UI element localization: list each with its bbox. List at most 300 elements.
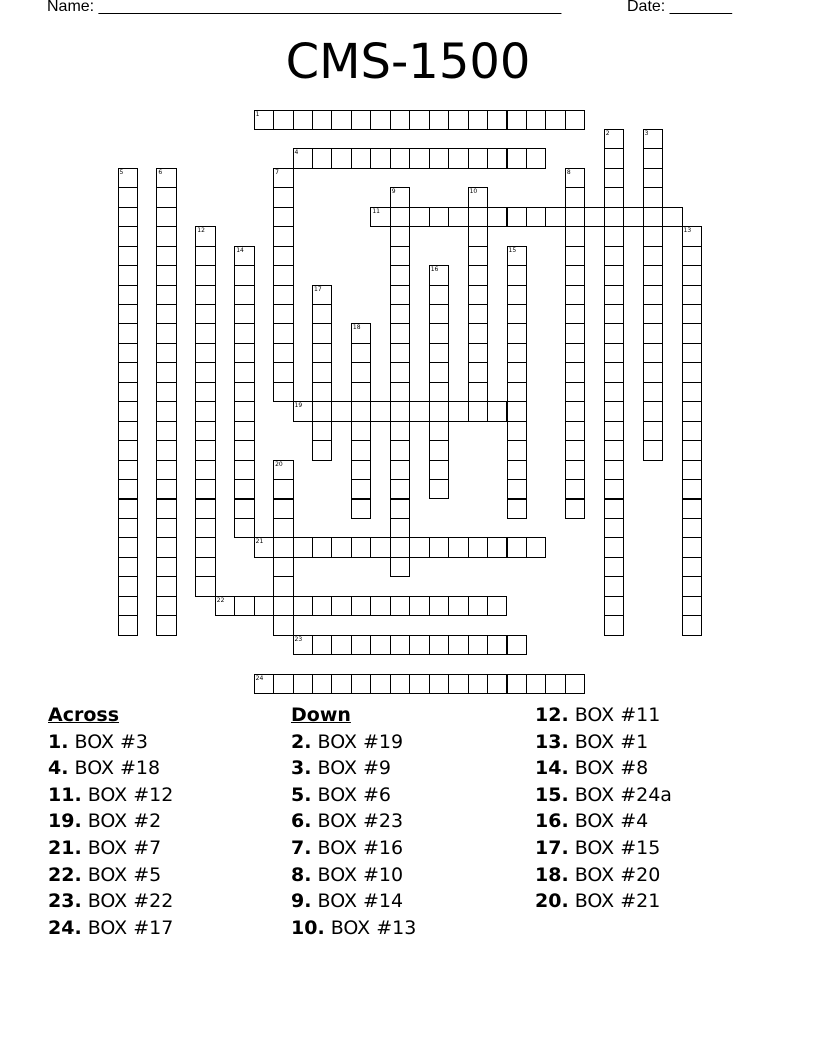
grid-cell[interactable] xyxy=(604,382,624,402)
grid-cell[interactable] xyxy=(312,635,332,655)
grid-cell[interactable] xyxy=(118,615,138,635)
grid-cell[interactable] xyxy=(468,537,488,557)
grid-cell[interactable] xyxy=(429,635,449,655)
grid-cell[interactable] xyxy=(195,323,215,343)
grid-cell[interactable] xyxy=(468,207,488,227)
grid-cell[interactable] xyxy=(429,148,449,168)
grid-cell[interactable] xyxy=(565,187,585,207)
grid-cell[interactable] xyxy=(351,440,371,460)
grid-cell[interactable] xyxy=(429,285,449,305)
grid-cell[interactable] xyxy=(565,421,585,441)
grid-cell[interactable] xyxy=(682,440,702,460)
grid-cell[interactable] xyxy=(234,518,254,538)
grid-cell[interactable] xyxy=(682,499,702,519)
grid-cell[interactable] xyxy=(507,479,527,499)
grid-cell[interactable] xyxy=(156,382,176,402)
grid-cell[interactable] xyxy=(507,110,527,130)
grid-cell[interactable] xyxy=(390,518,410,538)
grid-cell[interactable] xyxy=(604,168,624,188)
grid-cell[interactable] xyxy=(156,557,176,577)
grid-cell[interactable] xyxy=(370,148,390,168)
grid-cell[interactable] xyxy=(118,479,138,499)
grid-cell[interactable] xyxy=(254,537,274,557)
grid-cell[interactable] xyxy=(312,323,332,343)
grid-cell[interactable] xyxy=(643,148,663,168)
grid-cell[interactable] xyxy=(118,246,138,266)
grid-cell[interactable] xyxy=(351,479,371,499)
grid-cell[interactable] xyxy=(409,207,429,227)
grid-cell[interactable] xyxy=(370,401,390,421)
grid-cell[interactable] xyxy=(234,460,254,480)
grid-cell[interactable] xyxy=(351,537,371,557)
grid-cell[interactable] xyxy=(604,187,624,207)
grid-cell[interactable] xyxy=(156,518,176,538)
grid-cell[interactable] xyxy=(409,401,429,421)
grid-cell[interactable] xyxy=(234,401,254,421)
grid-cell[interactable] xyxy=(390,285,410,305)
grid-cell[interactable] xyxy=(604,576,624,596)
grid-cell[interactable] xyxy=(195,362,215,382)
grid-cell[interactable] xyxy=(448,401,468,421)
grid-cell[interactable] xyxy=(118,440,138,460)
grid-cell[interactable] xyxy=(565,362,585,382)
grid-cell[interactable] xyxy=(273,499,293,519)
grid-cell[interactable] xyxy=(468,226,488,246)
grid-cell[interactable] xyxy=(351,382,371,402)
grid-cell[interactable] xyxy=(409,635,429,655)
grid-cell[interactable] xyxy=(156,168,176,188)
grid-cell[interactable] xyxy=(507,401,527,421)
grid-cell[interactable] xyxy=(507,382,527,402)
grid-cell[interactable] xyxy=(545,207,565,227)
grid-cell[interactable] xyxy=(584,207,604,227)
grid-cell[interactable] xyxy=(429,362,449,382)
grid-cell[interactable] xyxy=(429,460,449,480)
grid-cell[interactable] xyxy=(234,440,254,460)
grid-cell[interactable] xyxy=(118,343,138,363)
grid-cell[interactable] xyxy=(351,421,371,441)
grid-cell[interactable] xyxy=(429,440,449,460)
grid-cell[interactable] xyxy=(312,440,332,460)
grid-cell[interactable] xyxy=(195,304,215,324)
grid-cell[interactable] xyxy=(156,537,176,557)
grid-cell[interactable] xyxy=(195,382,215,402)
grid-cell[interactable] xyxy=(604,440,624,460)
grid-cell[interactable] xyxy=(487,674,507,694)
grid-cell[interactable] xyxy=(507,148,527,168)
grid-cell[interactable] xyxy=(331,635,351,655)
grid-cell[interactable] xyxy=(118,187,138,207)
grid-cell[interactable] xyxy=(195,460,215,480)
grid-cell[interactable] xyxy=(604,615,624,635)
grid-cell[interactable] xyxy=(156,401,176,421)
grid-cell[interactable] xyxy=(604,401,624,421)
grid-cell[interactable] xyxy=(604,421,624,441)
grid-cell[interactable] xyxy=(312,148,332,168)
grid-cell[interactable] xyxy=(429,674,449,694)
grid-cell[interactable] xyxy=(234,596,254,616)
grid-cell[interactable] xyxy=(273,537,293,557)
grid-cell[interactable] xyxy=(643,207,663,227)
grid-cell[interactable] xyxy=(351,343,371,363)
grid-cell[interactable] xyxy=(682,518,702,538)
name-line[interactable]: Name: ____________________________________________________ xyxy=(47,0,562,15)
grid-cell[interactable] xyxy=(195,246,215,266)
grid-cell[interactable] xyxy=(507,285,527,305)
grid-cell[interactable] xyxy=(643,265,663,285)
grid-cell[interactable] xyxy=(429,382,449,402)
grid-cell[interactable] xyxy=(682,460,702,480)
grid-cell[interactable] xyxy=(526,207,546,227)
grid-cell[interactable] xyxy=(234,479,254,499)
grid-cell[interactable] xyxy=(682,265,702,285)
grid-cell[interactable] xyxy=(351,635,371,655)
grid-cell[interactable] xyxy=(118,576,138,596)
grid-cell[interactable] xyxy=(118,518,138,538)
grid-cell[interactable] xyxy=(370,635,390,655)
grid-cell[interactable] xyxy=(604,343,624,363)
grid-cell[interactable] xyxy=(351,401,371,421)
grid-cell[interactable] xyxy=(390,187,410,207)
grid-cell[interactable] xyxy=(390,207,410,227)
grid-cell[interactable] xyxy=(507,460,527,480)
grid-cell[interactable] xyxy=(390,265,410,285)
grid-cell[interactable] xyxy=(390,537,410,557)
grid-cell[interactable] xyxy=(643,246,663,266)
grid-cell[interactable] xyxy=(273,674,293,694)
grid-cell[interactable] xyxy=(623,207,643,227)
grid-cell[interactable] xyxy=(351,499,371,519)
grid-cell[interactable] xyxy=(565,674,585,694)
grid-cell[interactable] xyxy=(312,674,332,694)
grid-cell[interactable] xyxy=(429,110,449,130)
grid-cell[interactable] xyxy=(195,343,215,363)
grid-cell[interactable] xyxy=(604,207,624,227)
grid-cell[interactable] xyxy=(526,110,546,130)
grid-cell[interactable] xyxy=(312,421,332,441)
grid-cell[interactable] xyxy=(507,343,527,363)
grid-cell[interactable] xyxy=(429,265,449,285)
grid-cell[interactable] xyxy=(604,557,624,577)
grid-cell[interactable] xyxy=(156,596,176,616)
grid-cell[interactable] xyxy=(156,615,176,635)
grid-cell[interactable] xyxy=(604,148,624,168)
grid-cell[interactable] xyxy=(487,148,507,168)
grid-cell[interactable] xyxy=(390,226,410,246)
grid-cell[interactable] xyxy=(370,674,390,694)
grid-cell[interactable] xyxy=(448,596,468,616)
grid-cell[interactable] xyxy=(565,479,585,499)
grid-cell[interactable] xyxy=(118,537,138,557)
grid-cell[interactable] xyxy=(273,187,293,207)
grid-cell[interactable] xyxy=(545,674,565,694)
grid-cell[interactable] xyxy=(429,401,449,421)
grid-cell[interactable] xyxy=(682,226,702,246)
grid-cell[interactable] xyxy=(682,382,702,402)
grid-cell[interactable] xyxy=(565,440,585,460)
grid-cell[interactable] xyxy=(195,226,215,246)
grid-cell[interactable] xyxy=(195,440,215,460)
grid-cell[interactable] xyxy=(331,674,351,694)
grid-cell[interactable] xyxy=(448,110,468,130)
grid-cell[interactable] xyxy=(448,635,468,655)
grid-cell[interactable] xyxy=(195,401,215,421)
grid-cell[interactable] xyxy=(643,285,663,305)
grid-cell[interactable] xyxy=(409,674,429,694)
grid-cell[interactable] xyxy=(234,285,254,305)
grid-cell[interactable] xyxy=(195,421,215,441)
grid-cell[interactable] xyxy=(195,557,215,577)
grid-cell[interactable] xyxy=(468,362,488,382)
grid-cell[interactable] xyxy=(526,537,546,557)
grid-cell[interactable] xyxy=(118,285,138,305)
grid-cell[interactable] xyxy=(156,362,176,382)
grid-cell[interactable] xyxy=(604,246,624,266)
grid-cell[interactable] xyxy=(390,110,410,130)
date-line[interactable]: Date: _______ xyxy=(627,0,732,15)
grid-cell[interactable] xyxy=(565,304,585,324)
grid-cell[interactable] xyxy=(273,382,293,402)
grid-cell[interactable] xyxy=(468,343,488,363)
grid-cell[interactable] xyxy=(429,323,449,343)
grid-cell[interactable] xyxy=(118,207,138,227)
grid-cell[interactable] xyxy=(370,207,390,227)
grid-cell[interactable] xyxy=(682,304,702,324)
grid-cell[interactable] xyxy=(682,557,702,577)
grid-cell[interactable] xyxy=(195,479,215,499)
grid-cell[interactable] xyxy=(195,518,215,538)
grid-cell[interactable] xyxy=(273,460,293,480)
grid-cell[interactable] xyxy=(643,401,663,421)
grid-cell[interactable] xyxy=(351,674,371,694)
grid-cell[interactable] xyxy=(273,265,293,285)
grid-cell[interactable] xyxy=(273,323,293,343)
grid-cell[interactable] xyxy=(118,460,138,480)
grid-cell[interactable] xyxy=(293,401,313,421)
grid-cell[interactable] xyxy=(273,596,293,616)
grid-cell[interactable] xyxy=(507,207,527,227)
grid-cell[interactable] xyxy=(604,226,624,246)
grid-cell[interactable] xyxy=(273,304,293,324)
grid-cell[interactable] xyxy=(234,323,254,343)
grid-cell[interactable] xyxy=(156,440,176,460)
grid-cell[interactable] xyxy=(409,148,429,168)
grid-cell[interactable] xyxy=(273,246,293,266)
grid-cell[interactable] xyxy=(468,246,488,266)
grid-cell[interactable] xyxy=(390,499,410,519)
grid-cell[interactable] xyxy=(682,246,702,266)
grid-cell[interactable] xyxy=(293,148,313,168)
grid-cell[interactable] xyxy=(682,285,702,305)
grid-cell[interactable] xyxy=(565,285,585,305)
grid-cell[interactable] xyxy=(156,207,176,227)
grid-cell[interactable] xyxy=(487,207,507,227)
grid-cell[interactable] xyxy=(468,304,488,324)
grid-cell[interactable] xyxy=(118,226,138,246)
grid-cell[interactable] xyxy=(429,304,449,324)
grid-cell[interactable] xyxy=(156,343,176,363)
grid-cell[interactable] xyxy=(370,537,390,557)
grid-cell[interactable] xyxy=(682,421,702,441)
grid-cell[interactable] xyxy=(507,499,527,519)
grid-cell[interactable] xyxy=(351,596,371,616)
grid-cell[interactable] xyxy=(526,674,546,694)
grid-cell[interactable] xyxy=(351,148,371,168)
grid-cell[interactable] xyxy=(273,207,293,227)
grid-cell[interactable] xyxy=(390,246,410,266)
grid-cell[interactable] xyxy=(195,576,215,596)
grid-cell[interactable] xyxy=(604,323,624,343)
grid-cell[interactable] xyxy=(195,537,215,557)
grid-cell[interactable] xyxy=(254,674,274,694)
grid-cell[interactable] xyxy=(643,304,663,324)
grid-cell[interactable] xyxy=(507,635,527,655)
grid-cell[interactable] xyxy=(312,537,332,557)
grid-cell[interactable] xyxy=(604,479,624,499)
grid-cell[interactable] xyxy=(526,148,546,168)
grid-cell[interactable] xyxy=(312,596,332,616)
grid-cell[interactable] xyxy=(312,343,332,363)
grid-cell[interactable] xyxy=(254,110,274,130)
grid-cell[interactable] xyxy=(234,265,254,285)
grid-cell[interactable] xyxy=(156,499,176,519)
grid-cell[interactable] xyxy=(565,265,585,285)
grid-cell[interactable] xyxy=(468,401,488,421)
grid-cell[interactable] xyxy=(118,304,138,324)
grid-cell[interactable] xyxy=(331,596,351,616)
grid-cell[interactable] xyxy=(390,304,410,324)
grid-cell[interactable] xyxy=(604,596,624,616)
grid-cell[interactable] xyxy=(118,168,138,188)
grid-cell[interactable] xyxy=(487,635,507,655)
grid-cell[interactable] xyxy=(390,674,410,694)
grid-cell[interactable] xyxy=(273,110,293,130)
grid-cell[interactable] xyxy=(195,499,215,519)
grid-cell[interactable] xyxy=(565,168,585,188)
grid-cell[interactable] xyxy=(234,246,254,266)
grid-cell[interactable] xyxy=(604,304,624,324)
grid-cell[interactable] xyxy=(351,460,371,480)
grid-cell[interactable] xyxy=(507,674,527,694)
grid-cell[interactable] xyxy=(468,674,488,694)
grid-cell[interactable] xyxy=(565,226,585,246)
grid-cell[interactable] xyxy=(390,382,410,402)
grid-cell[interactable] xyxy=(604,265,624,285)
grid-cell[interactable] xyxy=(448,207,468,227)
grid-cell[interactable] xyxy=(565,207,585,227)
grid-cell[interactable] xyxy=(448,148,468,168)
grid-cell[interactable] xyxy=(293,674,313,694)
grid-cell[interactable] xyxy=(643,187,663,207)
grid-cell[interactable] xyxy=(409,110,429,130)
grid-cell[interactable] xyxy=(156,226,176,246)
grid-cell[interactable] xyxy=(293,635,313,655)
grid-cell[interactable] xyxy=(234,382,254,402)
grid-cell[interactable] xyxy=(390,343,410,363)
grid-cell[interactable] xyxy=(390,148,410,168)
grid-cell[interactable] xyxy=(331,148,351,168)
grid-cell[interactable] xyxy=(409,537,429,557)
grid-cell[interactable] xyxy=(682,479,702,499)
grid-cell[interactable] xyxy=(156,421,176,441)
grid-cell[interactable] xyxy=(565,110,585,130)
grid-cell[interactable] xyxy=(156,285,176,305)
grid-cell[interactable] xyxy=(234,421,254,441)
grid-cell[interactable] xyxy=(273,518,293,538)
grid-cell[interactable] xyxy=(448,537,468,557)
grid-cell[interactable] xyxy=(234,362,254,382)
grid-cell[interactable] xyxy=(312,382,332,402)
grid-cell[interactable] xyxy=(390,440,410,460)
grid-cell[interactable] xyxy=(643,168,663,188)
grid-cell[interactable] xyxy=(507,440,527,460)
grid-cell[interactable] xyxy=(468,596,488,616)
grid-cell[interactable] xyxy=(273,168,293,188)
grid-cell[interactable] xyxy=(429,343,449,363)
grid-cell[interactable] xyxy=(565,323,585,343)
grid-cell[interactable] xyxy=(604,537,624,557)
grid-cell[interactable] xyxy=(409,596,429,616)
grid-cell[interactable] xyxy=(545,110,565,130)
grid-cell[interactable] xyxy=(604,129,624,149)
grid-cell[interactable] xyxy=(351,110,371,130)
grid-cell[interactable] xyxy=(643,323,663,343)
grid-cell[interactable] xyxy=(312,285,332,305)
grid-cell[interactable] xyxy=(370,110,390,130)
grid-cell[interactable] xyxy=(507,537,527,557)
grid-cell[interactable] xyxy=(118,421,138,441)
grid-cell[interactable] xyxy=(604,362,624,382)
grid-cell[interactable] xyxy=(215,596,235,616)
grid-cell[interactable] xyxy=(507,246,527,266)
grid-cell[interactable] xyxy=(643,382,663,402)
grid-cell[interactable] xyxy=(390,557,410,577)
grid-cell[interactable] xyxy=(234,499,254,519)
grid-cell[interactable] xyxy=(604,499,624,519)
grid-cell[interactable] xyxy=(273,576,293,596)
grid-cell[interactable] xyxy=(118,323,138,343)
grid-cell[interactable] xyxy=(390,596,410,616)
grid-cell[interactable] xyxy=(118,557,138,577)
grid-cell[interactable] xyxy=(643,129,663,149)
grid-cell[interactable] xyxy=(195,265,215,285)
grid-cell[interactable] xyxy=(293,110,313,130)
grid-cell[interactable] xyxy=(351,323,371,343)
grid-cell[interactable] xyxy=(312,362,332,382)
grid-cell[interactable] xyxy=(118,362,138,382)
grid-cell[interactable] xyxy=(293,537,313,557)
grid-cell[interactable] xyxy=(507,421,527,441)
grid-cell[interactable] xyxy=(682,596,702,616)
grid-cell[interactable] xyxy=(662,207,682,227)
grid-cell[interactable] xyxy=(565,401,585,421)
grid-cell[interactable] xyxy=(604,460,624,480)
grid-cell[interactable] xyxy=(390,421,410,441)
grid-cell[interactable] xyxy=(234,304,254,324)
grid-cell[interactable] xyxy=(429,479,449,499)
grid-cell[interactable] xyxy=(565,343,585,363)
grid-cell[interactable] xyxy=(565,460,585,480)
grid-cell[interactable] xyxy=(565,499,585,519)
grid-cell[interactable] xyxy=(156,479,176,499)
grid-cell[interactable] xyxy=(565,246,585,266)
grid-cell[interactable] xyxy=(331,537,351,557)
grid-cell[interactable] xyxy=(273,285,293,305)
grid-cell[interactable] xyxy=(682,343,702,363)
grid-cell[interactable] xyxy=(234,343,254,363)
grid-cell[interactable] xyxy=(429,207,449,227)
grid-cell[interactable] xyxy=(487,537,507,557)
